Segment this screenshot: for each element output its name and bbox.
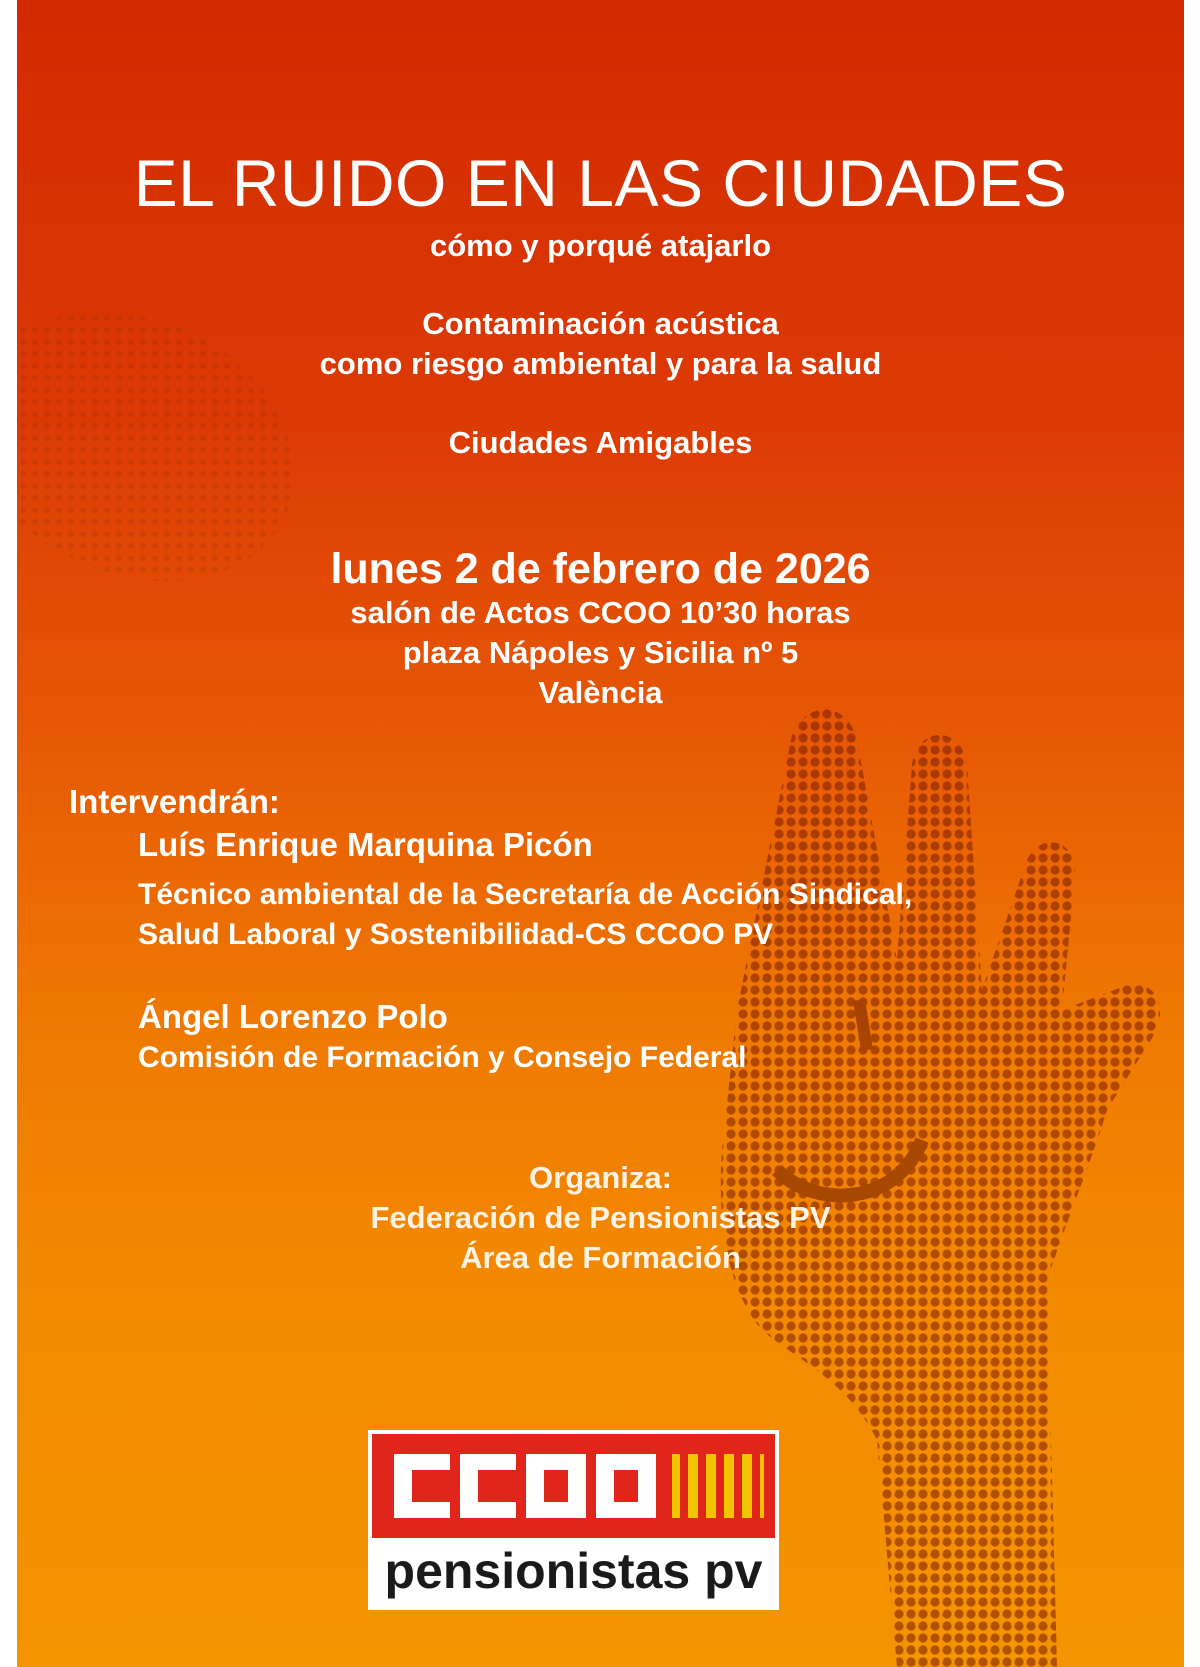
event-address: plaza Nápoles y Sicilia nº 5 bbox=[402, 635, 799, 670]
poster-subtitle: cómo y porqué atajarlo bbox=[429, 228, 772, 263]
speaker-1-role-line-2: Salud Laboral y Sostenibilidad-CS CCOO PV bbox=[138, 918, 774, 951]
speaker-2-name: Ángel Lorenzo Polo bbox=[138, 998, 448, 1035]
speakers-heading: Intervendrán: bbox=[69, 783, 280, 820]
organizer-heading: Organiza: bbox=[529, 1160, 672, 1195]
poster-title: EL RUIDO EN LAS CIUDADES bbox=[133, 146, 1068, 220]
organizer-line-1: Federación de Pensionistas PV bbox=[370, 1200, 831, 1235]
organizer-line-2: Área de Formación bbox=[460, 1240, 741, 1275]
logo-subtitle: pensionistas pv bbox=[384, 1543, 763, 1599]
topic-line-2: como riesgo ambiental y para la salud bbox=[319, 346, 882, 381]
senyera-bars-icon bbox=[672, 1450, 764, 1522]
speaker-1-role-line-1: Técnico ambiental de la Secretaría de Acción Sindical, bbox=[138, 878, 913, 911]
speaker-1-name: Luís Enrique Marquina Picón bbox=[138, 826, 593, 863]
speaker-2-role-line-1: Comisión de Formación y Consejo Federal bbox=[138, 1041, 747, 1074]
logo-red-band bbox=[372, 1434, 775, 1538]
topic-line-1: Contaminación acústica bbox=[422, 306, 779, 341]
event-venue: salón de Actos CCOO 10’30 horas bbox=[350, 595, 851, 630]
ccoo-logotype bbox=[390, 1450, 660, 1522]
event-date: lunes 2 de febrero de 2026 bbox=[330, 545, 871, 593]
event-poster bbox=[17, 0, 1184, 1667]
ccoo-pensionistas-logo bbox=[368, 1430, 779, 1610]
section-label: Ciudades Amigables bbox=[448, 425, 753, 460]
event-city: València bbox=[538, 675, 663, 710]
